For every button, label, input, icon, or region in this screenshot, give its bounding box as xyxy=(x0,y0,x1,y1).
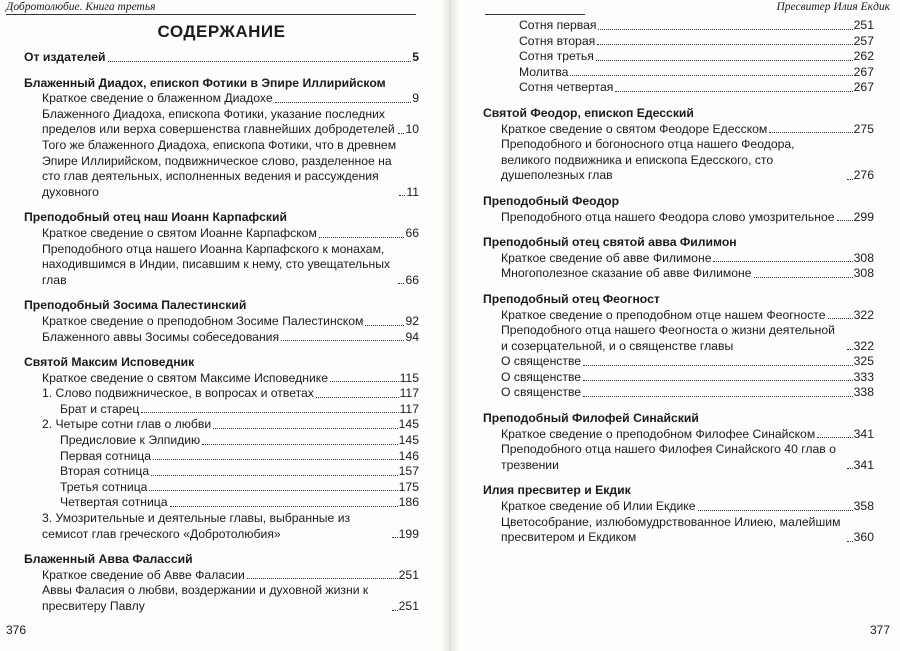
toc-entry-title: Преподобный отец Феогност xyxy=(483,291,660,306)
toc-entry-title: Краткое сведение о преподобном отце нашем Феогносте xyxy=(501,307,826,322)
toc-entry-title: 2. Четыре сотни глав о любви xyxy=(42,417,212,432)
toc-entry xyxy=(483,137,874,184)
toc-page-number: 251 xyxy=(398,599,419,613)
dot-leader xyxy=(583,396,853,397)
toc-entry-title: О священстве xyxy=(501,385,582,400)
toc-page-number: 325 xyxy=(853,354,874,369)
running-head: Добротолюбие. Книга третья xyxy=(6,1,156,13)
toc-section-heading xyxy=(483,292,874,308)
toc-section xyxy=(483,18,874,96)
toc-page-number: 11 xyxy=(406,184,419,199)
toc-entry-title: Блаженный Диадох, епископ Фотики в Эпире Иллирийском xyxy=(24,75,386,90)
toc-entry-title: Преподобного отца нашего Феодора слово умозрительное xyxy=(501,209,835,224)
toc-page-number: 9 xyxy=(412,91,419,106)
toc-entry-title: Сотня четвертая xyxy=(519,80,614,95)
toc-page-number: 10 xyxy=(405,122,419,137)
toc-entry-title: Краткое сведение о блаженном Диадохе xyxy=(42,91,273,106)
toc-entry-title: Брат и старец xyxy=(60,401,140,416)
toc-entry-title: Преподобного и богоносного отца нашего Феодора, великого подвижника и епископа Едесского, сто душеполезных глав xyxy=(501,137,795,183)
toc-entry xyxy=(24,371,419,387)
toc-page-number: 94 xyxy=(405,329,419,344)
toc-page-number: 5 xyxy=(412,50,419,64)
dot-leader xyxy=(365,325,404,326)
toc-entry xyxy=(483,442,874,473)
toc-entry xyxy=(483,210,874,226)
dot-leader xyxy=(598,29,852,30)
toc-section xyxy=(483,235,874,282)
toc-entry-title: Молитва xyxy=(519,64,569,79)
toc-page-number: 267 xyxy=(853,64,874,79)
toc-entry-title: Сотня вторая xyxy=(519,33,596,48)
toc-entry xyxy=(24,91,419,107)
dot-leader xyxy=(847,349,853,350)
toc-section xyxy=(483,106,874,184)
toc-entry xyxy=(24,583,419,614)
toc-entry-title: Многополезное сказание об авве Филимоне xyxy=(501,266,752,281)
toc-entry-title: Предисловие к Элпидию xyxy=(60,433,201,448)
dot-leader xyxy=(275,102,412,103)
dot-leader xyxy=(399,195,405,196)
header-rule xyxy=(485,14,585,15)
dot-leader xyxy=(202,444,397,445)
toc-page-number: 322 xyxy=(853,307,874,322)
toc-entry-title: Того же блаженного Диадоха, епископа Фотики, что в древнем Эпире Иллирийском, подвижническое слово, разделенное на сто глав деятельных, исполненных ведения и рассуждения духовного xyxy=(42,137,397,199)
dot-leader xyxy=(583,380,853,381)
dot-leader xyxy=(847,541,853,542)
dot-leader xyxy=(398,283,404,284)
toc-section-heading xyxy=(483,483,874,499)
toc-entry xyxy=(483,308,874,324)
toc-page-number: 186 xyxy=(398,495,419,510)
toc-page-number: 146 xyxy=(398,448,419,463)
dot-leader xyxy=(319,237,405,238)
toc-section xyxy=(24,50,419,66)
toc-section-heading xyxy=(483,106,874,122)
toc-entry xyxy=(483,49,874,65)
toc-page-number: 322 xyxy=(853,338,874,353)
dot-leader xyxy=(837,220,853,221)
toc-section-heading xyxy=(483,411,874,427)
toc-entry-title: Илия пресвитер и Екдик xyxy=(483,483,631,498)
toc-section-heading xyxy=(483,194,874,210)
toc-entry-title: О священстве xyxy=(501,369,582,384)
dot-leader xyxy=(583,365,853,366)
dot-leader xyxy=(847,468,853,469)
toc-entry-title: Преподобного отца нашего Феогноста о жизни деятельной и созерцательной, и о священстве главы xyxy=(501,323,835,353)
toc-section-heading xyxy=(24,355,419,371)
toc-entry-title: Краткое сведение об Авве Фаласии xyxy=(42,567,245,582)
toc-entry-title: Блаженный Авва Фалассий xyxy=(24,552,193,567)
toc-entry xyxy=(483,251,874,267)
toc-page-number: 66 xyxy=(405,225,419,240)
toc-entry-title: Преподобного отца нашего Иоанна Карпафского к монахам, находившимся в Индии, писавшим к нему, сто увещательных глав xyxy=(42,241,391,287)
toc-entry-title: Преподобный Зосима Палестинский xyxy=(24,298,247,313)
dot-leader xyxy=(698,510,853,511)
toc-entry-title: Краткое сведение о святом Иоанне Карпафском xyxy=(42,225,317,240)
toc-page-number: 92 xyxy=(405,313,419,328)
toc-entry xyxy=(24,417,419,433)
toc-entry xyxy=(483,18,874,34)
toc-entry xyxy=(483,385,874,401)
dot-leader xyxy=(281,340,404,341)
right-page xyxy=(455,0,900,651)
toc-page-number: 145 xyxy=(398,417,419,432)
dot-leader xyxy=(754,277,853,278)
toc-entry xyxy=(24,314,419,330)
toc-page-number: 338 xyxy=(853,385,874,400)
toc-page-number: 66 xyxy=(405,272,419,287)
dot-leader xyxy=(151,475,398,476)
toc-entry-title: Преподобный Филофей Синайский xyxy=(483,411,699,426)
toc-entry xyxy=(483,323,874,354)
toc-entry xyxy=(483,427,874,443)
toc-entry-title: Первая сотница xyxy=(60,448,152,463)
toc-page-number: 175 xyxy=(398,479,419,494)
toc-page-number: 308 xyxy=(853,266,874,281)
toc-page-number: 157 xyxy=(398,464,419,479)
toc-page-number: 199 xyxy=(398,526,419,541)
toc-entry-title: Вторая сотница xyxy=(60,464,150,479)
toc-page-number: 115 xyxy=(399,370,419,385)
toc-entry xyxy=(483,80,874,96)
toc-entry xyxy=(483,34,874,50)
toc-entry-title: Четвертая сотница xyxy=(60,495,168,510)
toc-entry xyxy=(24,464,419,480)
toc-section-heading xyxy=(24,298,419,314)
dot-leader xyxy=(330,381,399,382)
toc-entry xyxy=(24,495,419,511)
toc-section xyxy=(483,292,874,401)
toc-section xyxy=(24,298,419,345)
toc-page-number: 251 xyxy=(398,567,419,582)
toc-entry-title: Краткое сведение об Илии Екдике xyxy=(501,499,696,514)
dot-leader xyxy=(596,60,853,61)
toc-entry xyxy=(483,515,874,546)
toc-section-heading xyxy=(24,50,419,66)
toc-page-number: 360 xyxy=(853,530,874,545)
toc-page-number: 358 xyxy=(853,499,874,514)
toc-page-number: 267 xyxy=(853,80,874,95)
toc-entry xyxy=(24,449,419,465)
toc-entry-title: 3. Умозрительные и деятельные главы, выбранные из семисот глав греческого «Добротолюбия» xyxy=(42,511,351,541)
toc-page-number: 333 xyxy=(853,369,874,384)
toc-entry xyxy=(483,354,874,370)
toc-entry xyxy=(483,499,874,515)
toc-page-number: 117 xyxy=(399,401,419,416)
page-title: СОДЕРЖАНИЕ xyxy=(157,22,286,41)
toc-section xyxy=(24,76,419,201)
toc-section xyxy=(24,552,419,614)
toc-entry xyxy=(24,480,419,496)
toc-entry-title: Цветособрание, излюбомудрствованное Илиею, малейшим пресвитером и Екдиком xyxy=(501,514,841,545)
toc-entry-title: Третья сотница xyxy=(60,479,148,494)
toc-entry-title: Преподобный отец наш Иоанн Карпафский xyxy=(24,210,288,225)
toc-entry-title: Краткое сведение о святом Феодоре Едесском xyxy=(501,121,768,136)
dot-leader xyxy=(769,132,852,133)
toc-section xyxy=(483,483,874,545)
dot-leader xyxy=(316,397,399,398)
toc-entry xyxy=(24,330,419,346)
toc-entry-title: Преподобный Феодор xyxy=(483,193,620,208)
dot-leader xyxy=(847,179,853,180)
left-page xyxy=(0,0,445,651)
toc-page-number: 117 xyxy=(399,386,419,401)
page-number: 376 xyxy=(6,623,27,637)
header-rule xyxy=(6,14,416,15)
dot-leader xyxy=(570,75,852,76)
toc-entry xyxy=(24,386,419,402)
toc-entry xyxy=(24,402,419,418)
toc-entry-title: Сотня третья xyxy=(519,49,594,64)
toc-section xyxy=(24,355,419,542)
toc-entry-title: Блаженного аввы Зосимы собеседования xyxy=(42,329,280,344)
toc-entry xyxy=(24,226,419,242)
toc-entry-title: Краткое сведение о святом Максиме Исповеднике xyxy=(42,370,329,385)
toc-entry xyxy=(483,370,874,386)
toc-page-number: 257 xyxy=(853,33,874,48)
dot-leader xyxy=(615,91,852,92)
dot-leader xyxy=(153,459,398,460)
toc-entry-title: 1. Слово подвижническое, в вопросах и ответах xyxy=(42,386,314,401)
toc-entry-title: Сотня первая xyxy=(519,18,597,32)
toc-page-number: 276 xyxy=(853,168,874,183)
toc-section xyxy=(483,411,874,473)
dot-leader xyxy=(170,506,398,507)
dot-leader xyxy=(398,133,404,134)
dot-leader xyxy=(141,412,398,413)
toc-entry-title: Аввы Фаласия о любви, воздержании и духовной жизни к пресвитеру Павлу xyxy=(42,583,369,613)
dot-leader xyxy=(828,318,853,319)
toc-page-number: 145 xyxy=(398,433,419,448)
toc-entry-title: Преподобный отец святой авва Филимон xyxy=(483,235,737,250)
dot-leader xyxy=(817,437,852,438)
dot-leader xyxy=(713,261,852,262)
toc-entry xyxy=(483,266,874,282)
toc-page-number: 299 xyxy=(853,209,874,224)
toc-section-heading xyxy=(24,552,419,568)
table-of-contents xyxy=(24,50,419,615)
dot-leader xyxy=(247,578,398,579)
toc-entry-title: Краткое сведение о преподобном Зосиме Палестинском xyxy=(42,313,364,328)
toc-entry-title: Святой Феодор, епископ Едесский xyxy=(483,105,694,120)
table-of-contents xyxy=(483,18,874,546)
dot-leader xyxy=(392,537,398,538)
toc-entry xyxy=(24,107,419,138)
toc-page-number: 251 xyxy=(853,18,874,32)
toc-entry xyxy=(24,242,419,289)
toc-entry-title: Блаженного Диадоха, епископа Фотики, указание последних пределов или верха совершенства главнейших добродетелей xyxy=(42,106,395,137)
toc-entry xyxy=(24,568,419,584)
toc-section-heading xyxy=(483,235,874,251)
toc-page-number: 275 xyxy=(853,121,874,136)
dot-leader xyxy=(392,610,398,611)
toc-entry xyxy=(483,122,874,138)
toc-page-number: 341 xyxy=(853,457,874,472)
toc-entry xyxy=(24,138,419,200)
toc-entry xyxy=(24,511,419,542)
toc-section-heading xyxy=(24,210,419,226)
toc-entry-title: Краткое сведение об авве Филимоне xyxy=(501,250,712,265)
toc-page-number: 341 xyxy=(853,426,874,441)
toc-entry xyxy=(483,65,874,81)
dot-leader xyxy=(597,44,852,45)
toc-entry xyxy=(24,433,419,449)
dot-leader xyxy=(149,490,397,491)
toc-section xyxy=(24,210,419,288)
toc-section xyxy=(483,194,874,225)
toc-page-number: 308 xyxy=(853,250,874,265)
toc-entry-title: О священстве xyxy=(501,354,582,369)
page-number: 377 xyxy=(869,623,890,637)
toc-entry-title: Краткое сведение о преподобном Филофее Синайском xyxy=(501,426,816,441)
toc-page-number: 262 xyxy=(853,49,874,64)
dot-leader xyxy=(108,61,412,62)
toc-section-heading xyxy=(24,76,419,92)
toc-entry-title: От издателей xyxy=(24,50,106,64)
running-head: Пресвитер Илия Екдик xyxy=(776,1,890,13)
dot-leader xyxy=(213,428,397,429)
toc-entry-title: Святой Максим Исповедник xyxy=(24,355,195,370)
toc-entry-title: Преподобного отца нашего Филофея Синайского 40 глав о трезвении xyxy=(501,442,836,472)
